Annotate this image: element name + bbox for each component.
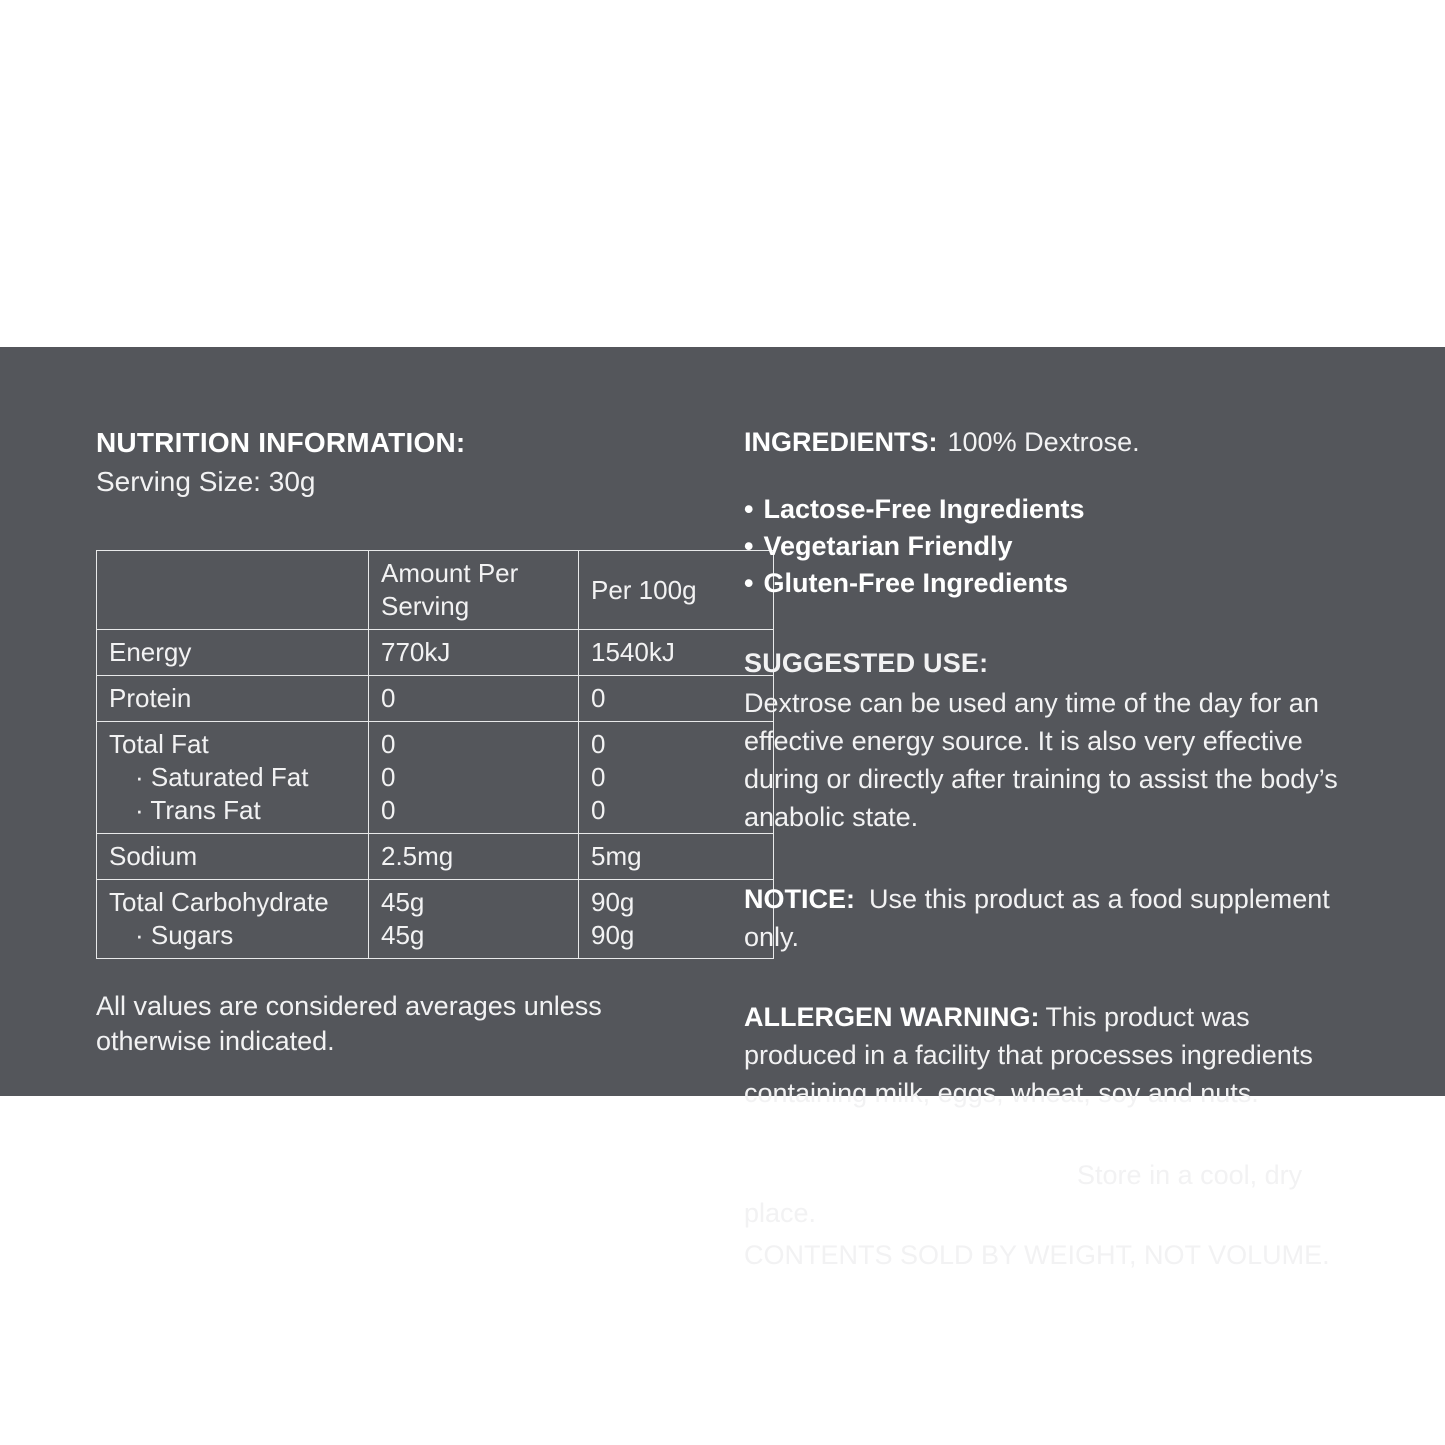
bullet-glyph: • bbox=[744, 568, 754, 598]
row-per-serving: 45g bbox=[381, 920, 425, 950]
feature-label: Gluten-Free Ingredients bbox=[763, 568, 1068, 598]
serving-size: Serving Size: 30g bbox=[96, 466, 316, 497]
nutrition-section bbox=[96, 427, 708, 1059]
row-per-100g: 1540kJ bbox=[591, 637, 675, 667]
table-corner-cell bbox=[97, 551, 369, 630]
bullet-glyph: • bbox=[744, 494, 754, 524]
allergen-label: ALLERGEN WARNING: bbox=[744, 1002, 1040, 1032]
bullet-glyph: • bbox=[744, 531, 754, 561]
allergen-text: This product was produced in a facility that processes ingredients containing milk, eggs, wheat, soy and nuts. bbox=[744, 1002, 1313, 1108]
details-section bbox=[744, 423, 1369, 1274]
row-per-100g: 90g bbox=[591, 920, 635, 950]
row-per-100g: 0 bbox=[591, 729, 606, 759]
feature-item-vegetarian bbox=[744, 528, 1369, 565]
label-panel bbox=[0, 347, 1445, 1270]
suggested-use-heading: SUGGESTED USE: bbox=[744, 648, 989, 678]
row-label: Total Carbohydrate bbox=[109, 887, 329, 917]
ingredients-label: INGREDIENTS: bbox=[744, 427, 938, 457]
table-header-row bbox=[97, 551, 774, 630]
table-row-sodium bbox=[97, 834, 774, 880]
nutrition-table bbox=[96, 550, 774, 959]
contents-sold-line: CONTENTS SOLD BY WEIGHT, NOT VOLUME. bbox=[744, 1240, 1330, 1270]
suggested-use-text: Dextrose can be used any time of the day for an effective energy source. It is also very effective during or directly after training to assist the body’s anabolic state. bbox=[744, 688, 1338, 832]
feature-label: Lactose-Free Ingredients bbox=[763, 494, 1085, 524]
row-per-100g: 0 bbox=[591, 683, 606, 713]
header-per-100g: Per 100g bbox=[579, 551, 774, 630]
row-sublabel: · Sugars bbox=[135, 920, 234, 950]
feature-label: Vegetarian Friendly bbox=[763, 531, 1013, 561]
notice-line bbox=[744, 880, 1369, 956]
storage-label: STORAGE CONDITIONS: bbox=[744, 1160, 1064, 1190]
row-per-serving: 0 bbox=[381, 683, 396, 713]
allergen-warning bbox=[744, 998, 1369, 1112]
row-label: Sodium bbox=[109, 841, 198, 871]
row-label: Protein bbox=[109, 683, 192, 713]
notice-text: Use this product as a food supplement only. bbox=[744, 884, 1330, 952]
feature-list bbox=[744, 491, 1369, 602]
header-amount-per-serving: Amount Per Serving bbox=[369, 551, 579, 630]
ingredients-line bbox=[744, 423, 1369, 461]
nutrition-title: NUTRITION INFORMATION: bbox=[96, 427, 466, 458]
row-sublabel: · Saturated Fat bbox=[135, 762, 309, 792]
values-footnote: All values are considered averages unless otherwise indicated. bbox=[96, 991, 602, 1056]
notice-label: NOTICE: bbox=[744, 884, 855, 914]
feature-item-gluten-free bbox=[744, 565, 1369, 602]
row-per-serving: 0 bbox=[381, 729, 396, 759]
feature-item-lactose-free bbox=[744, 491, 1369, 528]
row-per-serving: 0 bbox=[381, 762, 396, 792]
storage-text: Store in a cool, dry place. bbox=[744, 1160, 1303, 1228]
table-row-total-carbohydrate bbox=[97, 880, 774, 959]
row-per-serving: 770kJ bbox=[381, 637, 451, 667]
row-per-100g: 0 bbox=[591, 795, 606, 825]
row-label: Total Fat bbox=[109, 729, 209, 759]
row-per-serving: 0 bbox=[381, 795, 396, 825]
row-sublabel: · Trans Fat bbox=[135, 795, 261, 825]
table-row-protein bbox=[97, 676, 774, 722]
row-per-100g: 5mg bbox=[591, 841, 642, 871]
table-row-energy bbox=[97, 630, 774, 676]
row-per-100g: 90g bbox=[591, 887, 635, 917]
row-per-serving: 45g bbox=[381, 887, 425, 917]
row-per-serving: 2.5mg bbox=[381, 841, 454, 871]
row-per-100g: 0 bbox=[591, 762, 606, 792]
ingredients-value: 100% Dextrose. bbox=[947, 427, 1140, 457]
row-label: Energy bbox=[109, 637, 192, 667]
storage-conditions-line bbox=[744, 1156, 1369, 1232]
table-row-total-fat bbox=[97, 722, 774, 834]
